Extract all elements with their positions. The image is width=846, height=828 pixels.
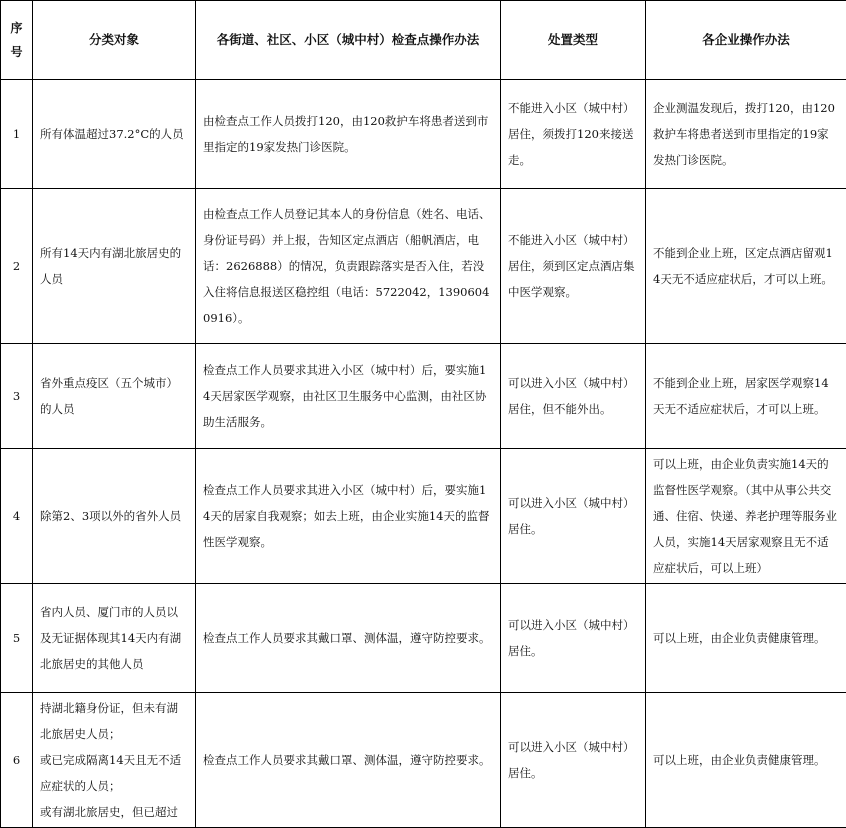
table-row [1, 344, 846, 449]
table-row [1, 449, 846, 584]
row-disposal: 可以进入小区（城中村）居住，但不能外出。 [501, 344, 646, 449]
row-seq: 1 [1, 80, 33, 189]
row-enterprise: 可以上班，由企业负责健康管理。 [646, 693, 846, 828]
category-line: 持湖北籍身份证，但未有湖北旅居史人员； [40, 695, 188, 747]
row-checkpoint: 检查点工作人员要求其进入小区（城中村）后，要实施14天的居家自我观察；如去上班，由企业实施14天的监督性医学观察。 [196, 449, 501, 584]
table-row [1, 693, 846, 828]
row-seq: 2 [1, 189, 33, 344]
row-enterprise: 不能到企业上班，区定点酒店留观14天无不适应症状后，才可以上班。 [646, 189, 846, 344]
header-seq: 序号 [1, 1, 33, 80]
row-checkpoint: 检查点工作人员要求其进入小区（城中村）后，要实施14天居家医学观察，由社区卫生服务中心监测，由社区协助生活服务。 [196, 344, 501, 449]
table-row [1, 189, 846, 344]
row-enterprise: 不能到企业上班，居家医学观察14天无不适应症状后，才可以上班。 [646, 344, 846, 449]
table-row [1, 80, 846, 189]
row-seq: 4 [1, 449, 33, 584]
row-disposal: 不能进入小区（城中村）居住，须到区定点酒店集中医学观察。 [501, 189, 646, 344]
row-disposal: 可以进入小区（城中村）居住。 [501, 449, 646, 584]
row-category: 省外重点疫区（五个城市）的人员 [33, 344, 196, 449]
row-seq: 6 [1, 693, 33, 828]
row-checkpoint: 由检查点工作人员拨打120，由120救护车将患者送到市里指定的19家发热门诊医院。 [196, 80, 501, 189]
row-checkpoint: 检查点工作人员要求其戴口罩、测体温，遵守防控要求。 [196, 584, 501, 693]
category-line: 或有湖北旅居史，但已超过 [40, 799, 188, 825]
row-category: 所有14天内有湖北旅居史的人员 [33, 189, 196, 344]
header-row [1, 1, 846, 80]
header-enterprise: 各企业操作办法 [646, 1, 846, 80]
table-row [1, 584, 846, 693]
row-enterprise: 可以上班，由企业负责实施14天的监督性医学观察。（其中从事公共交通、住宿、快递、养老护理等服务业人员，实施14天居家观察且无不适应症状后，可以上班） [646, 449, 846, 584]
row-disposal: 可以进入小区（城中村）居住。 [501, 693, 646, 828]
row-checkpoint: 由检查点工作人员登记其本人的身份信息（姓名、电话、身份证号码）并上报，告知区定点酒店（船帆酒店，电话：2626888）的情况，负责跟踪落实是否入住，若没入住将信息报送区稳控组（电话：5722042，13906040916）。 [196, 189, 501, 344]
row-seq: 3 [1, 344, 33, 449]
category-line: 或已完成隔离14天且无不适应症状的人员； [40, 747, 188, 799]
row-enterprise: 企业测温发现后，拨打120，由120救护车将患者送到市里指定的19家发热门诊医院。 [646, 80, 846, 189]
header-checkpoint: 各街道、社区、小区（城中村）检查点操作办法 [196, 1, 501, 80]
row-checkpoint: 检查点工作人员要求其戴口罩、测体温，遵守防控要求。 [196, 693, 501, 828]
row-category: 除第2、3项以外的省外人员 [33, 449, 196, 584]
header-disposal: 处置类型 [501, 1, 646, 80]
header-category: 分类对象 [33, 1, 196, 80]
row-disposal: 不能进入小区（城中村）居住，须拨打120来接送走。 [501, 80, 646, 189]
row-category: 省内人员、厦门市的人员以及无证据体现其14天内有湖北旅居史的其他人员 [33, 584, 196, 693]
row-disposal: 可以进入小区（城中村）居住。 [501, 584, 646, 693]
row-enterprise: 可以上班，由企业负责健康管理。 [646, 584, 846, 693]
row-category: 所有体温超过37.2°C的人员 [33, 80, 196, 189]
row-category [33, 693, 196, 828]
row-seq: 5 [1, 584, 33, 693]
